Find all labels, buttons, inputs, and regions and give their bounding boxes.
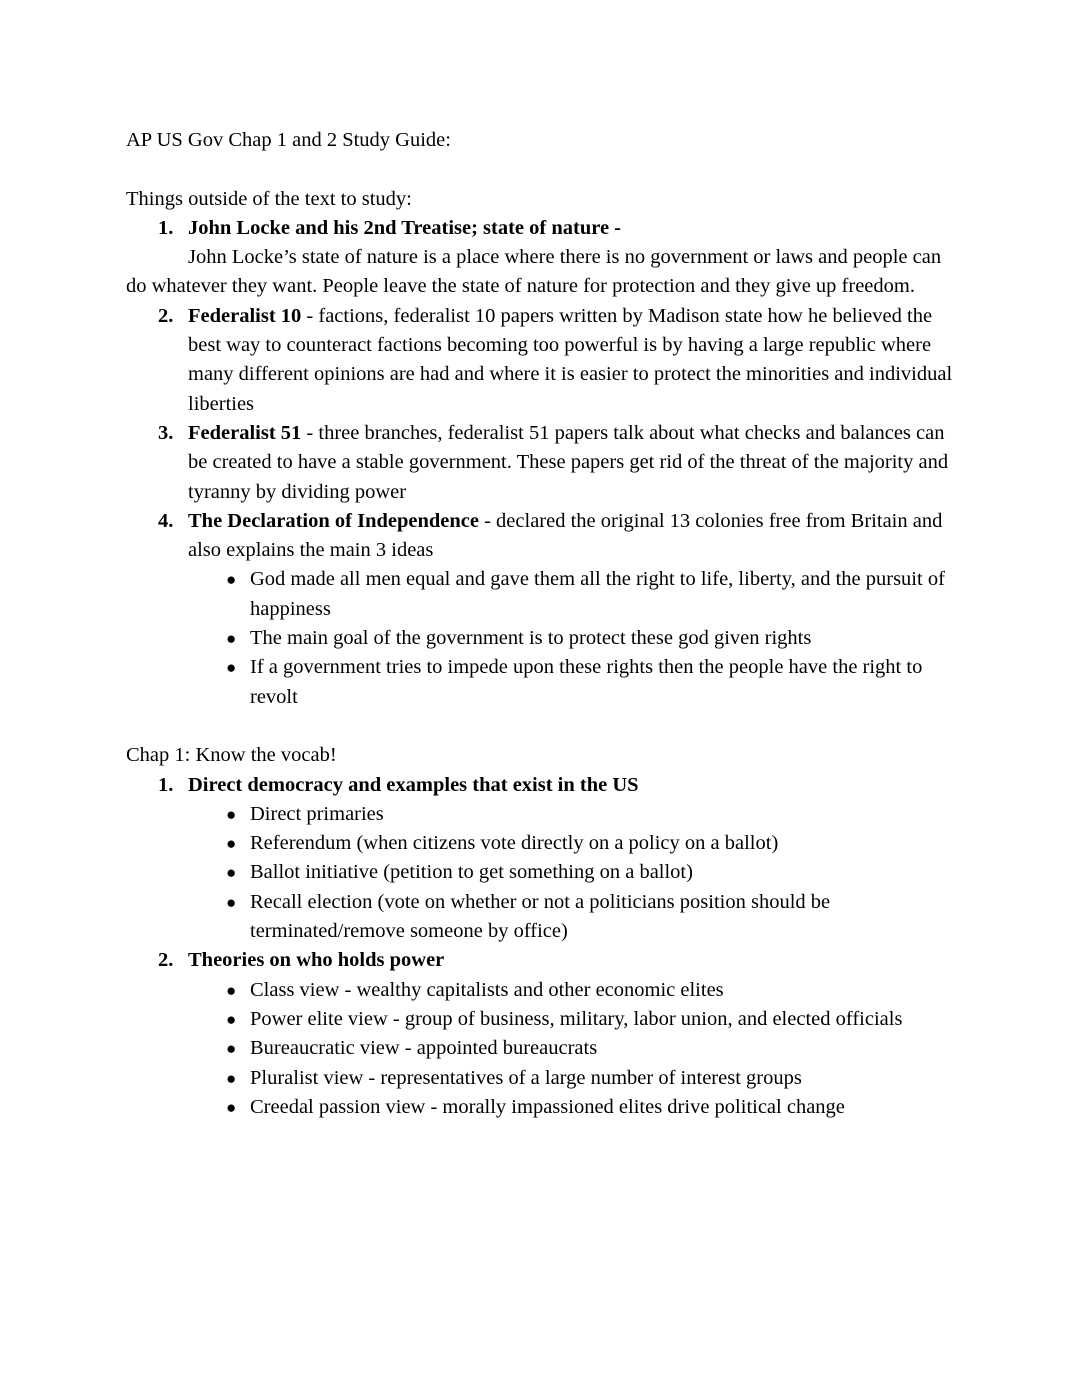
document-body bbox=[126, 126, 956, 1122]
list-number bbox=[158, 302, 184, 331]
sub-bullet-text: Class view - wealthy capitalists and other economic elites bbox=[250, 978, 724, 1001]
list-item-content bbox=[188, 422, 948, 503]
bullet-dot-icon: ● bbox=[226, 834, 237, 854]
sub-bullet-text: Power elite view - group of business, military, labor union, and elected officials bbox=[250, 1007, 903, 1030]
item-rest-text: - declared the original 13 colonies free from Britain and also explains the main 3 ideas bbox=[188, 509, 943, 562]
bullet-dot-icon: ● bbox=[226, 863, 237, 883]
sub-bullet-item bbox=[188, 1034, 956, 1063]
item-rest-text: - three branches, federalist 51 papers talk about what checks and balances can be created to have a stable government. These papers get rid of the threat of the majority and tyranny by dividing power bbox=[188, 421, 949, 503]
bullet-dot-icon: ● bbox=[226, 892, 237, 912]
list-item-declaration-of-independence bbox=[126, 507, 956, 712]
bullet-dot-icon: ● bbox=[226, 804, 237, 824]
sub-bullet-text: Creedal passion view - morally impassioned elites drive political change bbox=[250, 1095, 845, 1118]
item-bold-label: Federalist 10 bbox=[188, 304, 302, 327]
list-item-content bbox=[188, 510, 942, 561]
list-number bbox=[158, 214, 184, 243]
list-item-federalist-10 bbox=[126, 302, 956, 419]
sub-bullet-item bbox=[188, 565, 956, 624]
locke-explanation-paragraph: John Locke’s state of nature is a place where there is no government or laws and people can do whatever they want. People leave the state of nature for protection and they give up freedom. bbox=[126, 246, 942, 298]
bullet-dot-icon: ● bbox=[226, 1039, 237, 1059]
outside-text-list-continued bbox=[126, 302, 956, 712]
section-heading-outside-text: Things outside of the text to study: bbox=[126, 187, 412, 210]
list-item-content bbox=[188, 217, 621, 239]
outside-text-list bbox=[126, 214, 956, 243]
declaration-sub-bullets bbox=[188, 565, 956, 711]
sub-bullet-text: God made all men equal and gave them all the right to life, liberty, and the pursuit of happiness bbox=[250, 568, 945, 620]
list-number bbox=[158, 419, 184, 448]
chap-1-vocab-list bbox=[126, 771, 956, 1123]
sub-bullet-item bbox=[188, 976, 956, 1005]
list-item-content bbox=[188, 949, 444, 971]
list-item-john-locke bbox=[126, 214, 956, 243]
sub-bullet-text: Direct primaries bbox=[250, 802, 384, 825]
item-bold-label: Federalist 51 bbox=[188, 421, 302, 444]
spacer bbox=[126, 712, 956, 741]
bullet-dot-icon: ● bbox=[226, 1097, 237, 1117]
theories-sub-bullets bbox=[188, 976, 956, 1122]
sub-bullet-text: Bureaucratic view - appointed bureaucrats bbox=[250, 1037, 598, 1060]
document-title: AP US Gov Chap 1 and 2 Study Guide: bbox=[126, 129, 451, 151]
bullet-dot-icon: ● bbox=[226, 1009, 237, 1029]
list-item-theories-on-power bbox=[126, 946, 956, 1122]
list-item-federalist-51 bbox=[126, 419, 956, 507]
item-rest-text: - factions, federalist 10 papers written by Madison state how he believed the best way to counteract factions becoming too powerful is by having a large republic where many different opinions are had and where it is easier to protect the minorities and individual liberties bbox=[188, 304, 953, 415]
sub-bullet-text: The main goal of the government is to protect these god given rights bbox=[250, 627, 812, 650]
bullet-dot-icon: ● bbox=[226, 658, 237, 678]
bullet-dot-icon: ● bbox=[226, 570, 237, 590]
bullet-dot-icon: ● bbox=[226, 1068, 237, 1088]
sub-bullet-item bbox=[188, 624, 956, 653]
item-bold-label: Direct democracy and examples that exist in the US bbox=[188, 773, 639, 796]
sub-bullet-text: Referendum (when citizens vote directly on a policy on a ballot) bbox=[250, 832, 779, 855]
bullet-dot-icon: ● bbox=[226, 629, 237, 649]
sub-bullet-item bbox=[188, 888, 956, 947]
list-number bbox=[158, 771, 184, 800]
sub-bullet-text: Recall election (vote on whether or not a politicians position should be terminated/remove someone by office) bbox=[250, 890, 831, 943]
sub-bullet-item bbox=[188, 653, 956, 712]
spacer bbox=[126, 155, 956, 184]
list-item-content bbox=[188, 774, 639, 796]
item-bold-label: The Declaration of Independence bbox=[188, 509, 479, 532]
sub-bullet-item bbox=[188, 1093, 956, 1122]
item-bold-label: John Locke and his 2nd Treatise; state of nature - bbox=[188, 216, 622, 239]
list-number bbox=[158, 946, 184, 975]
bullet-dot-icon: ● bbox=[226, 980, 237, 1000]
list-item-direct-democracy bbox=[126, 771, 956, 947]
sub-bullet-text: Pluralist view - representatives of a large number of interest groups bbox=[250, 1066, 802, 1089]
item-bold-label: Theories on who holds power bbox=[188, 949, 445, 972]
list-number bbox=[158, 507, 184, 536]
sub-bullet-item bbox=[188, 800, 956, 829]
sub-bullet-item bbox=[188, 1005, 956, 1034]
sub-bullet-text: Ballot initiative (petition to get something on a ballot) bbox=[250, 861, 693, 884]
list-item-content bbox=[188, 305, 952, 415]
direct-democracy-sub-bullets bbox=[188, 800, 956, 946]
section-heading-chap-1-vocab: Chap 1: Know the vocab! bbox=[126, 744, 337, 767]
sub-bullet-item bbox=[188, 829, 956, 858]
sub-bullet-text: If a government tries to impede upon these rights then the people have the right to revolt bbox=[250, 656, 923, 708]
sub-bullet-item bbox=[188, 858, 956, 887]
sub-bullet-item bbox=[188, 1064, 956, 1093]
